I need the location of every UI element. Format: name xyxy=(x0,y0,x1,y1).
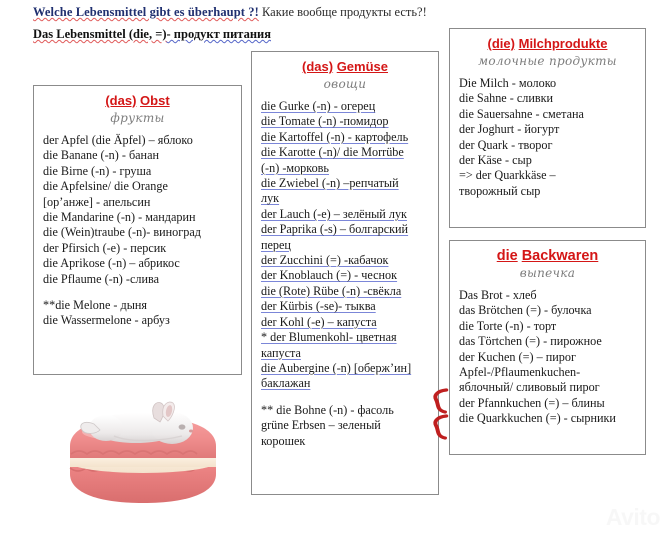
vocabulary-entry: баклажан xyxy=(261,376,311,391)
avito-watermark-text: Avito xyxy=(605,504,660,530)
vocabulary-entry: der Pfannkuchen (=) – блины xyxy=(459,395,605,410)
page-title-german: Welche Lebensmittel gibt es überhaupt ?! xyxy=(33,5,259,19)
vocabulary-entry: der Kürbis (-se)- тыква xyxy=(261,299,376,314)
category-subtitle-backwaren: выпечка xyxy=(519,266,576,280)
vocabulary-entry: die Sahne - сливки xyxy=(459,91,554,106)
entry-list-obst xyxy=(43,133,232,329)
vocabulary-entry: лук xyxy=(261,191,280,206)
vocabulary-entry: die Kartoffel (-n) - картофель xyxy=(261,129,409,144)
category-subtitle-gemuese: овощи xyxy=(323,77,367,91)
category-box-gemuese xyxy=(251,51,439,495)
subtitle-line xyxy=(33,26,271,42)
vocabulary-entry: Das Brot - хлеб xyxy=(459,288,537,302)
vocabulary-entry: die Gurke (-n) - огерец xyxy=(261,99,376,113)
handwritten-brace-icon xyxy=(430,388,450,414)
backwaren-article: die xyxy=(496,248,518,264)
vocabulary-entry: капуста xyxy=(261,345,301,360)
vocabulary-entry: der Joghurt - йогурт xyxy=(459,122,560,137)
rabbit-on-macaron-illustration xyxy=(58,400,228,515)
vocabulary-entry: der Knoblauch (=) - чеснок xyxy=(261,268,398,283)
vocabulary-entry: die Mandarine (-n) - мандарин xyxy=(43,210,196,225)
vocabulary-entry: die Tomate (-n) -помидор xyxy=(261,114,389,129)
backwaren-word: Backwaren xyxy=(521,248,599,264)
milch-word: Milchprodukte xyxy=(518,36,608,51)
vocabulary-entry: [ор’анже] - апельсин xyxy=(43,194,151,209)
gemuese-word: Gemüse xyxy=(336,59,388,74)
vocabulary-entry: die Sauersahne - сметана xyxy=(459,106,584,121)
handwritten-brace-icon xyxy=(430,414,450,440)
vocabulary-entry: die (Wein)traube (-n)- виноград xyxy=(43,225,201,240)
vocabulary-entry: творожный сыр xyxy=(459,183,541,198)
vocabulary-entry: der Kuchen (=) – пирог xyxy=(459,349,576,364)
entry-spacer xyxy=(261,392,429,403)
brace-shape-1 xyxy=(430,388,450,414)
vocabulary-entry: die Pflaume (-n) -слива xyxy=(43,271,159,286)
milch-article: (die) xyxy=(487,36,515,51)
vocabulary-entry: die Banane (-n) - банан xyxy=(43,148,160,163)
category-title-milchprodukte xyxy=(459,36,636,52)
vocabulary-entry: der Zucchini (=) -кабачок xyxy=(261,253,389,268)
rabbit-nose xyxy=(189,430,193,433)
subtitle-russian: - продукт питания xyxy=(166,27,271,41)
vocabulary-entry: der Lauch (-e) – зелёный лук xyxy=(261,206,407,221)
vocabulary-entry: das Brötchen (=) - булочка xyxy=(459,303,592,318)
vocabulary-entry: ** die Bohne (-n) - фасоль xyxy=(261,402,394,417)
gemuese-article: (das) xyxy=(302,59,334,74)
vocabulary-entry: Apfel-/Pflaumenkuchen- xyxy=(459,365,581,380)
vocabulary-entry: die Wassermelone - арбуз xyxy=(43,313,170,328)
subtitle-german: Das Lebensmittel (die, =) xyxy=(33,27,167,41)
category-title-gemuese xyxy=(261,59,429,75)
category-box-backwaren xyxy=(449,240,646,455)
vocabulary-entry: die Zwiebel (-n) –репчатый xyxy=(261,176,399,191)
vocabulary-entry: grüne Erbsen – зеленый xyxy=(261,418,381,433)
category-box-obst xyxy=(33,85,242,375)
entry-list-gemuese xyxy=(261,99,429,449)
macaron-svg xyxy=(58,400,228,515)
vocabulary-entry: * der Blumenkohl- цветная xyxy=(261,330,397,345)
category-title-obst xyxy=(43,93,232,109)
vocabulary-entry: die Karotte (-n)/ die Morrübe xyxy=(261,145,404,160)
vocabulary-entry: Die Milch - молоко xyxy=(459,76,557,90)
rabbit-eye xyxy=(179,424,186,429)
vocabulary-entry: der Quark - творог xyxy=(459,137,553,152)
vocabulary-entry: die Birne (-n) - груша xyxy=(43,163,152,178)
vocabulary-entry: der Kohl (-e) – капуста xyxy=(261,314,377,329)
entry-spacer xyxy=(43,287,232,298)
vocabulary-entry: (-n) -морковь xyxy=(261,160,329,175)
vocabulary-entry: der Käse - сыр xyxy=(459,153,532,168)
vocabulary-entry: der Paprika (-s) – болгарский xyxy=(261,222,409,237)
entry-list-milchprodukte xyxy=(459,76,636,199)
vocabulary-entry: **die Melone - дыня xyxy=(43,298,148,313)
vocabulary-entry: яблочный/ сливовый пирог xyxy=(459,380,600,395)
avito-watermark xyxy=(560,502,660,532)
vocabulary-entry: die Aprikose (-n) – абрикос xyxy=(43,256,180,271)
page-title-russian: Какие вообще продукты есть?! xyxy=(262,5,427,19)
category-title-backwaren xyxy=(459,248,636,264)
vocabulary-entry: корошек xyxy=(261,433,306,448)
entry-list-backwaren xyxy=(459,288,636,427)
category-subtitle-milchprodukte: молочные продукты xyxy=(478,54,617,68)
category-box-milchprodukte xyxy=(449,28,646,228)
page-title xyxy=(33,4,653,20)
vocabulary-entry: die Apfelsine/ die Orange xyxy=(43,179,168,194)
vocabulary-entry: die Aubergine (-n) [оберж’ин] xyxy=(261,360,412,375)
vocabulary-entry: die Torte (-n) - торт xyxy=(459,318,557,333)
vocabulary-entry: der Apfel (die Äpfel) – яблоко xyxy=(43,133,193,147)
vocabulary-entry: die Quarkkuchen (=) - сырники xyxy=(459,411,616,426)
vocabulary-entry: die (Rote) Rübe (-n) -свёкла xyxy=(261,283,402,298)
category-subtitle-obst: фрукты xyxy=(110,111,165,125)
brace-shape-2 xyxy=(430,414,450,440)
obst-article: (das) xyxy=(105,93,137,108)
obst-word: Obst xyxy=(140,93,170,108)
vocabulary-entry: => der Quarkkäse – xyxy=(459,168,556,183)
vocabulary-entry: der Pfirsich (-e) - персик xyxy=(43,240,167,255)
vocabulary-entry: das Törtchen (=) - пирожное xyxy=(459,334,602,349)
vocabulary-entry: перец xyxy=(261,237,291,252)
